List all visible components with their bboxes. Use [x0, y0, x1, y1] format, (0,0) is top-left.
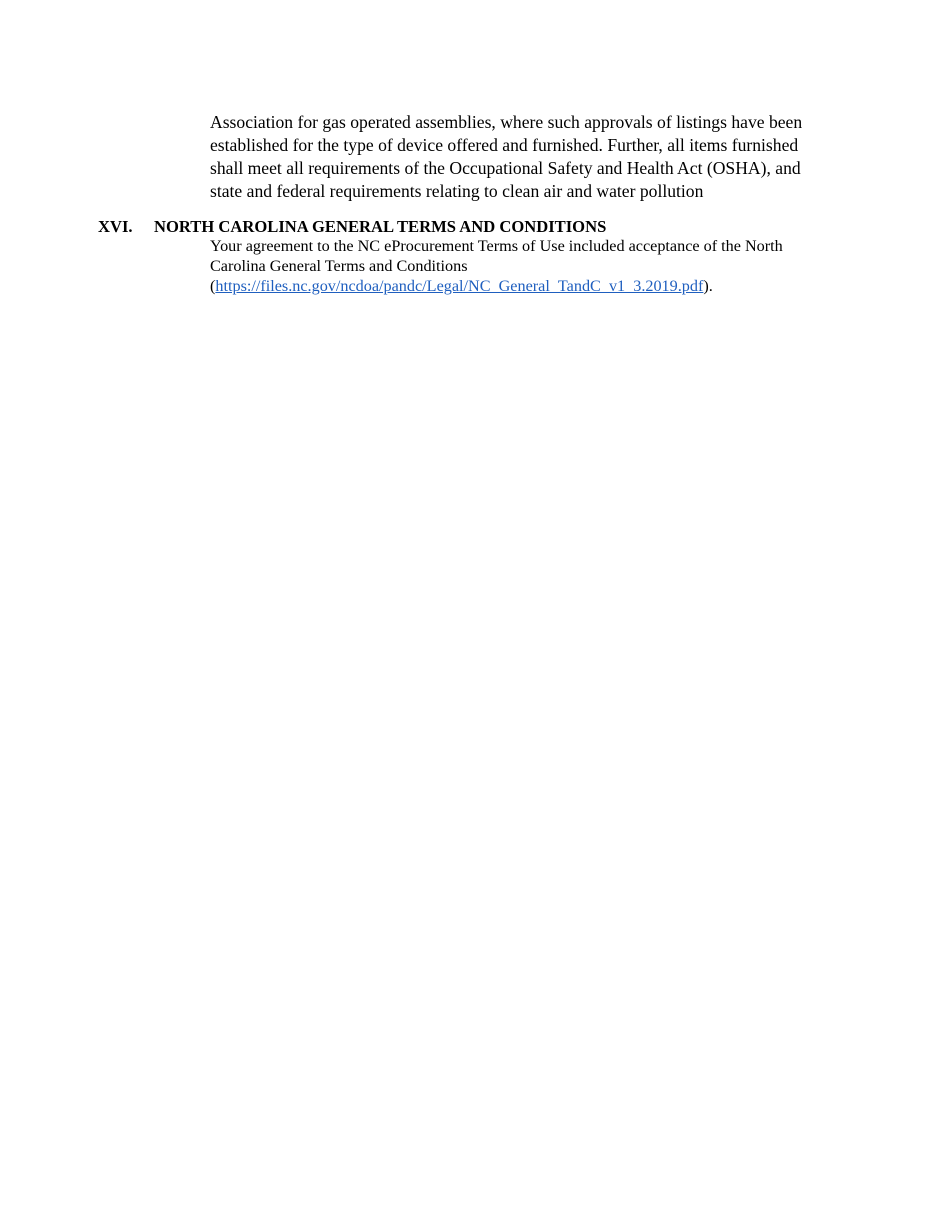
- paragraph-line: state and federal requirements relating to clean air and water pollution: [210, 181, 704, 201]
- section-body-line: Carolina General Terms and Conditions: [210, 257, 468, 275]
- close-paren: ).: [703, 277, 713, 295]
- section-body: [210, 236, 850, 296]
- section-title: NORTH CAROLINA GENERAL TERMS AND CONDITIONS: [154, 217, 607, 236]
- section-number: XVI.: [98, 217, 133, 236]
- section-body-link-line: [210, 276, 850, 296]
- section-body-line: Your agreement to the NC eProcurement Terms of Use included acceptance of the North: [210, 237, 783, 255]
- section-heading: [98, 216, 606, 237]
- open-paren: (: [210, 277, 216, 295]
- paragraph-line: established for the type of device offered and furnished. Further, all items furnished: [210, 135, 799, 155]
- continued-paragraph: [210, 111, 850, 203]
- terms-and-conditions-link[interactable]: https://files.nc.gov/ncdoa/pandc/Legal/NC_General_TandC_v1_3.2019.pdf: [215, 277, 704, 295]
- paragraph-line: shall meet all requirements of the Occupational Safety and Health Act (OSHA), and: [210, 158, 801, 178]
- paragraph-line: Association for gas operated assemblies, where such approvals of listings have been: [210, 112, 803, 132]
